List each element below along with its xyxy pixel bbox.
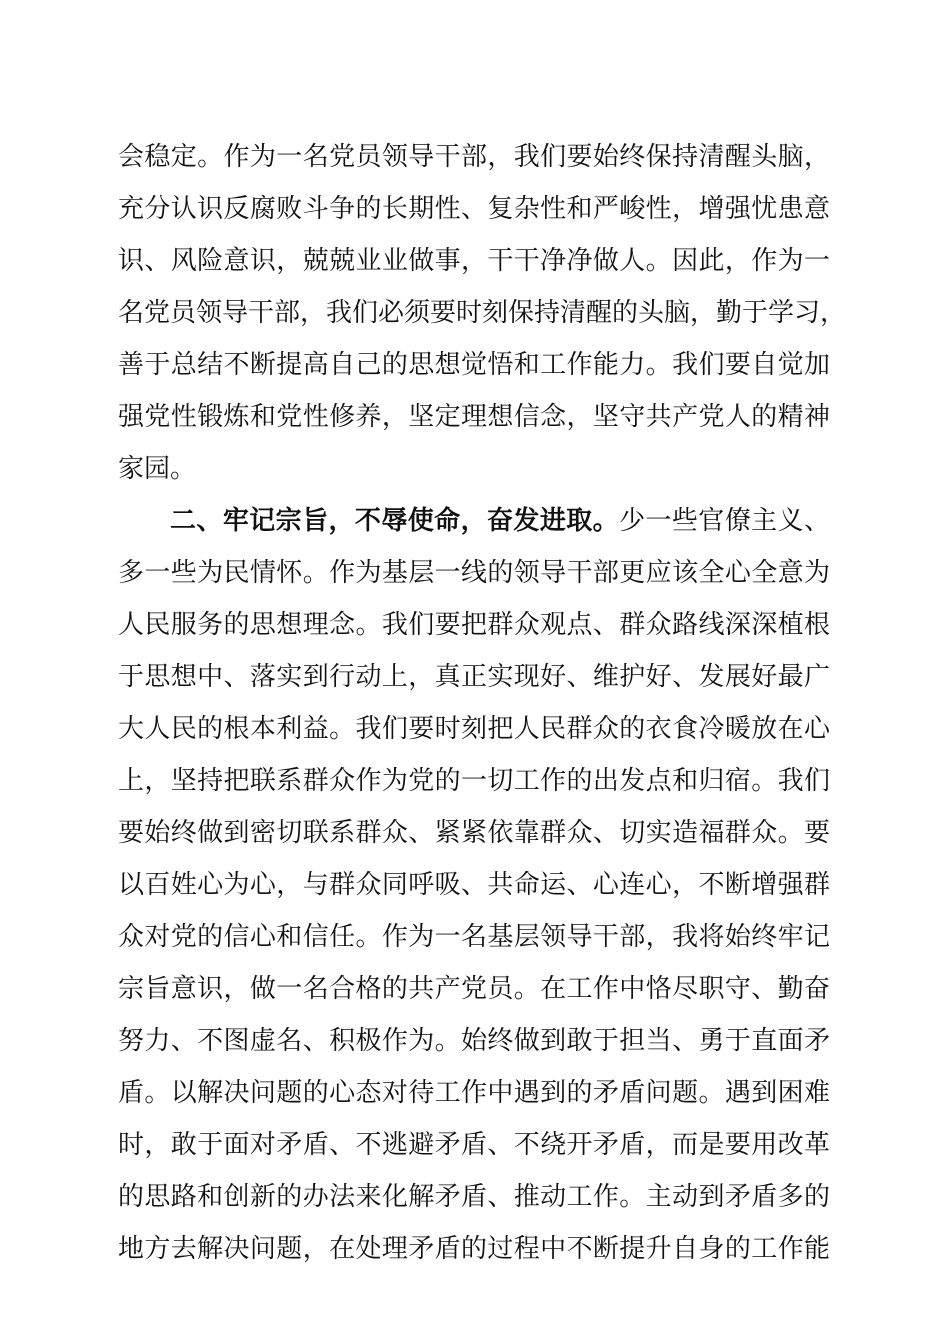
paragraph-1-line-6: 强党性锻炼和党性修养，坚定理想信念，坚守共产党人的精神 [118,402,830,432]
section-heading: 二、牢记宗旨，不辱使命，奋发进取。 [170,506,620,536]
paragraph-2-line-10: 宗旨意识，做一名合格的共产党员。在工作中恪尽职守、勤奋 [118,974,830,1004]
paragraph-2-line-14: 的思路和创新的办法来化解矛盾、推动工作。主动到矛盾多的 [118,1182,830,1212]
paragraph-2-line-9: 众对党的信心和信任。作为一名基层领导干部，我将始终牢记 [118,922,830,952]
paragraph-1-line-1: 会稳定。作为一名党员领导干部，我们要始终保持清醒头脑， [118,142,830,172]
paragraph-1-line-7: 家园。 [118,454,197,484]
paragraph-2-line-8: 以百姓心为心，与群众同呼吸、共命运、心连心，不断增强群 [118,870,830,900]
paragraph-2-first-line [170,499,830,543]
paragraph-1-line-5: 善于总结不断提高自己的思想觉悟和工作能力。我们要自觉加 [118,350,830,380]
paragraph-2-line-13: 时，敢于面对矛盾、不逃避矛盾、不绕开矛盾，而是要用改革 [118,1130,830,1160]
paragraph-2-line-2: 多一些为民情怀。作为基层一线的领导干部更应该全心全意为 [118,558,830,588]
paragraph-2-line-6: 上，坚持把联系群众作为党的一切工作的出发点和归宿。我们 [118,766,830,796]
paragraph-2-first-line-text: 少一些官僚主义、 [619,506,830,536]
paragraph-2-line-5: 大人民的根本利益。我们要时刻把人民群众的衣食冷暖放在心 [118,714,830,744]
paragraph-2-line-3: 人民服务的思想理念。我们要把群众观点、群众路线深深植根 [118,610,830,640]
paragraph-2-line-7: 要始终做到密切联系群众、紧紧依靠群众、切实造福群众。要 [118,818,830,848]
paragraph-1-line-4: 名党员领导干部，我们必须要时刻保持清醒的头脑，勤于学习， [118,298,847,328]
paragraph-2-line-15: 地方去解决问题，在处理矛盾的过程中不断提升自身的工作能 [118,1234,830,1264]
paragraph-2-line-11: 努力、不图虚名、积极作为。始终做到敢于担当、勇于直面矛 [118,1026,830,1056]
paragraph-1-line-2: 充分认识反腐败斗争的长期性、复杂性和严峻性，增强忧患意 [118,194,830,224]
paragraph-1-line-3: 识、风险意识，兢兢业业做事，干干净净做人。因此，作为一 [118,246,830,276]
paragraph-2-line-12: 盾。以解决问题的心态对待工作中遇到的矛盾问题。遇到困难 [118,1078,830,1108]
paragraph-2-line-4: 于思想中、落实到行动上，真正实现好、维护好、发展好最广 [118,662,830,692]
